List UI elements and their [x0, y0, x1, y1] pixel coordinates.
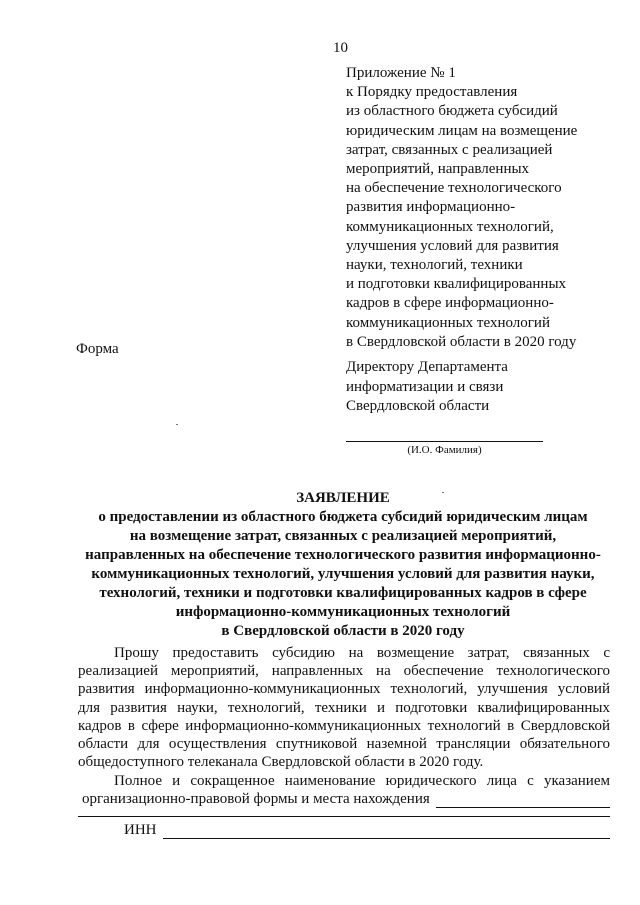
title-line: коммуникационных технологий, улучшения условий для развития науки,: [91, 566, 595, 582]
body-text: [78, 644, 610, 771]
appendix-line: к Порядку предоставления: [346, 84, 518, 101]
appendix-line: коммуникационных технологий,: [346, 218, 554, 235]
appendix-line: на обеспечение технологического: [346, 180, 562, 197]
organization-name-field: [78, 772, 610, 808]
appendix-line: и подготовки квалифицированных: [346, 276, 567, 293]
appendix-line: науки, технологий, техники: [346, 257, 523, 274]
appendix-line: коммуникационных технологий: [346, 314, 550, 331]
signature-name-line[interactable]: [346, 441, 543, 442]
appendix-line: Приложение № 1: [346, 65, 456, 81]
appendix-line: юридическим лицам на возмещение: [346, 122, 578, 139]
title-line: на возмещение затрат, связанных с реализацией мероприятий,: [129, 528, 557, 544]
form-label: Форма: [76, 341, 119, 357]
appendix-line: развития информационно-: [346, 199, 516, 216]
page-number: 10: [333, 40, 348, 56]
appendix-line: из областного бюджета субсидий: [346, 103, 558, 120]
organization-name-blank-line[interactable]: [78, 816, 610, 817]
appendix-header: [346, 64, 631, 352]
title-line: о предоставлении из областного бюджета субсидий юридическим лицам: [98, 509, 588, 525]
appendix-line: улучшения условий для развития: [346, 237, 559, 254]
inn-label: ИНН: [124, 822, 157, 838]
title-heading: ЗАЯВЛЕНИЕ: [296, 490, 390, 506]
title-line: направленных на обеспечение технологического развития информационно-: [85, 547, 601, 563]
scan-speck: [176, 424, 178, 425]
addressee-line: Директору Департамента: [346, 359, 508, 375]
request-paragraph: Прошу предоставить субсидию на возмещение затрат, связанных с реализацией мероприятий, направленных на обеспечение технологического развития информационно-коммуникационных технологий, улучшения условий для развития науки, технологий, техники и подготовки квалифицированных кадров в сфере информационно-коммуникационных технологий в Свердловской области для осуществления спутниковой наземной трансляции обязательного общедоступного телеканала Свердловской области в 2020 году.: [78, 645, 610, 771]
appendix-line: кадров в сфере информационно-: [346, 295, 554, 312]
organization-name-label-line2: организационно-правовой формы и места нахождения: [82, 791, 430, 807]
inn-blank[interactable]: [163, 825, 611, 839]
organization-name-label-line1: Полное и сокращенное наименование юридического лица с указанием: [114, 773, 610, 789]
appendix-line: мероприятий, направленных: [346, 161, 530, 178]
addressee-block: [346, 358, 508, 417]
signature-caption: (И.О. Фамилия): [407, 444, 482, 456]
appendix-line: затрат, связанных с реализацией: [346, 141, 553, 158]
title-line: в Свердловской области в 2020 году: [221, 623, 465, 639]
title-line: информационно-коммуникационных технологий: [175, 604, 511, 620]
addressee-line: информатизации и связи: [346, 378, 504, 395]
title-line: технологий, техники и подготовки квалифицированных кадров в сфере: [99, 585, 587, 601]
inn-field: [124, 822, 610, 839]
appendix-line: в Свердловской области в 2020 году: [346, 333, 577, 350]
application-title: [70, 489, 616, 641]
organization-name-blank[interactable]: [436, 793, 610, 808]
addressee-line: Свердловской области: [346, 398, 490, 414]
